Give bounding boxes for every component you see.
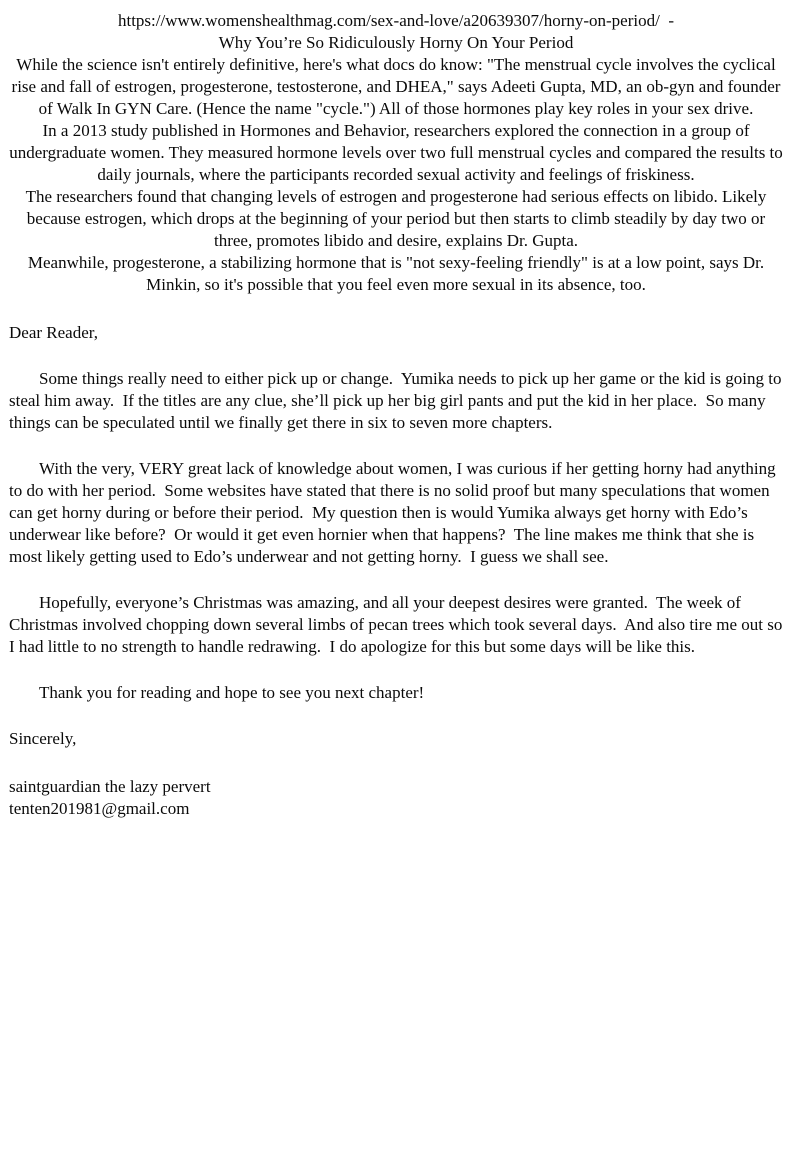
thanks-line: Thank you for reading and hope to see you next chapter! <box>39 683 425 702</box>
letter-body <box>9 322 783 820</box>
article-paragraph: The researchers found that changing levels of estrogen and progesterone had serious effects on libido. Likely because estrogen, which drops at the beginning of your period but then starts to climb steadily by day two or three, promotes libido and desire, explains Dr. Gupta. <box>25 187 767 250</box>
letter-paragraph: With the very, VERY great lack of knowledge about women, I was curious if her getting horny had anything to do with her period. Some websites have stated that there is no solid proof but many speculations that women can get horny during or before their period. My question then is would Yumika always get horny with Edo’s underwear like before? Or would it get even hornier when that happens? The line makes me think that she is most likely getting used to Edo’s underwear and not getting horny. I guess we shall see. <box>9 459 776 566</box>
closing: Sincerely, <box>9 729 77 748</box>
signature-block <box>9 776 783 820</box>
letter-paragraph: Some things really need to either pick up or change. Yumika needs to pick up her game or the kid is going to steal him away. If the titles are any clue, she’ll pick up her big girl pants and put the kid in her place. So many things can be speculated until we finally get there in six to seven more chapters. <box>9 369 782 432</box>
signature-email: tenten201981@gmail.com <box>9 799 190 818</box>
letter-paragraph: Hopefully, everyone’s Christmas was amazing, and all your deepest desires were granted. The week of Christmas involved chopping down several limbs of pecan trees which took several days. And also tire me out so I had little to no strength to handle redrawing. I do apologize for this but some days will be like this. <box>9 593 783 656</box>
article-paragraph: In a 2013 study published in Hormones and Behavior, researchers explored the connection in a group of undergraduate women. They measured hormone levels over two full menstrual cycles and compared the results to daily journals, where the participants recorded sexual activity and feelings of friskiness. <box>9 121 783 184</box>
salutation: Dear Reader, <box>9 323 98 342</box>
article-title: Why You’re So Ridiculously Horny On Your Period <box>218 33 574 52</box>
quoted-article-block <box>9 10 783 296</box>
signature-name: saintguardian the lazy pervert <box>9 777 211 796</box>
source-url: https://www.womenshealthmag.com/sex-and-love/a20639307/horny-on-period/ - <box>117 11 674 30</box>
article-paragraph: Meanwhile, progesterone, a stabilizing hormone that is "not sexy-feeling friendly" is at a low point, says Dr. Minkin, so it's possible that you feel even more sexual in its absence, too. <box>27 253 765 294</box>
article-paragraph: While the science isn't entirely definitive, here's what docs do know: "The menstrual cycle involves the cyclical rise and fall of estrogen, progesterone, testosterone, and DHEA," says Adeeti Gupta, MD, an ob-gyn and founder of Walk In GYN Care. (Hence the name "cycle.") All of those hormones play key roles in your sex drive. <box>11 55 781 118</box>
